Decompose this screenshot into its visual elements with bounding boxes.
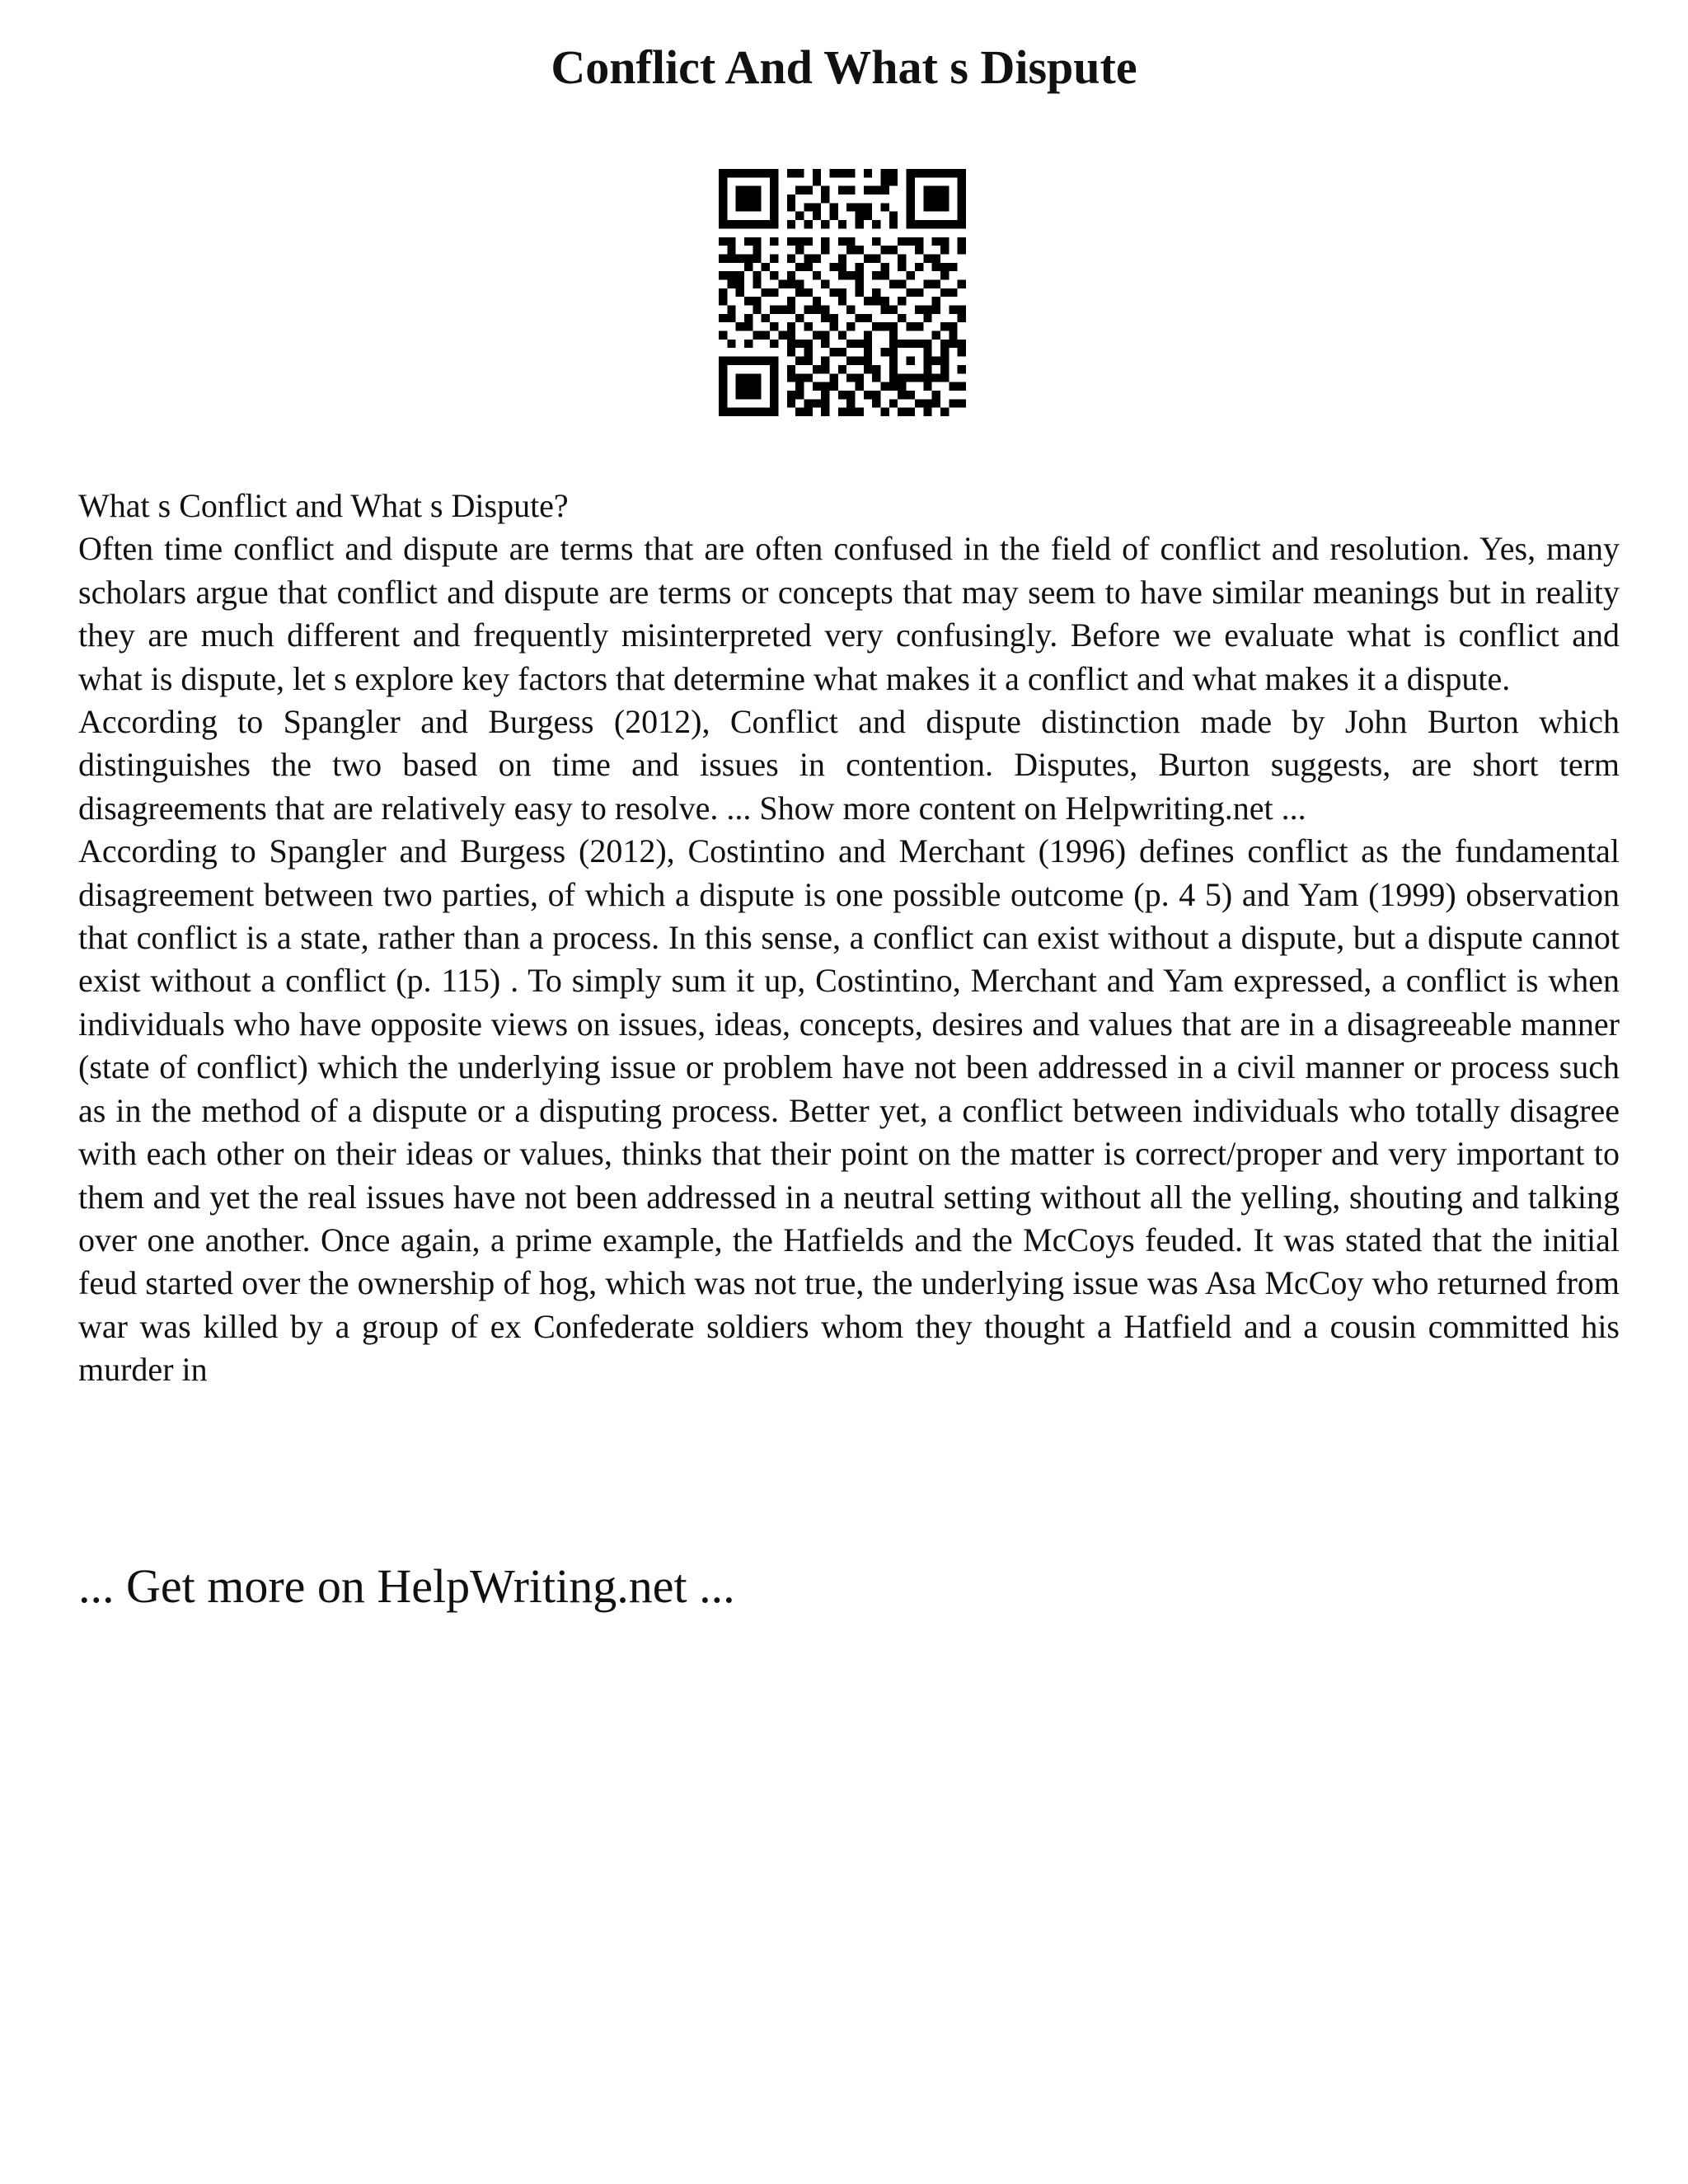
article-paragraph: According to Spangler and Burgess (2012), Costintino and Merchant (1996) defines conflict as the fundamental disagreement between two parties, of which a dispute is one possible outcome (p. 4 5) and Yam (1999) observation that conflict is a state, rather than a process. In this sense, a conflict can exist without a dispute, but a dispute cannot exist without a conflict (p. 115) . To simply sum it up, Costintino, Merchant and Yam expressed, a conflict is when individuals who have opposite views on issues, ideas, concepts, desires and values that are in a disagreeable manner (state of conflict) which the underlying issue or problem have not been addressed in a civil manner or process such as in the method of a dispute or a disputing process. Better yet, a conflict between individuals who totally disagree with each other on their ideas or values, thinks that their point on the matter is correct/proper and very important to them and yet the real issues have not been addressed in a neutral setting without all the yelling, shouting and talking over one another. Once again, a prime example, the Hatfields and the McCoys feuded. It was stated that the initial feud started over the ownership of hog, which was not true, the underlying issue was Asa McCoy who returned from war was killed by a group of ex Confederate soldiers whom they thought a Hatfield and a cousin committed his murder in bbox=[78, 832, 1620, 1389]
document-title: Conflict And What s Dispute bbox=[551, 40, 1137, 94]
article-paragraph: Often time conflict and dispute are terms that are often confused in the field of conflict and resolution. Yes, many scholars argue that conflict and dispute are terms or concepts that may seem to have similar meanings but in reality they are much different and frequently misinterpreted very confusingly. Before we evaluate what is conflict and what is dispute, let s explore key factors that determine what makes it a conflict and what makes it a dispute. bbox=[78, 530, 1620, 697]
article-body bbox=[78, 485, 1620, 1392]
qr-code-image[interactable] bbox=[719, 169, 966, 416]
get-more-link[interactable]: ... Get more on HelpWriting.net ... bbox=[78, 1559, 735, 1613]
qr-code-graphic bbox=[719, 169, 966, 416]
article-paragraph: According to Spangler and Burgess (2012), Conflict and dispute distinction made by John Burton which distinguishes the two based on time and issues in contention. Disputes, Burton suggests, are short term disagreements that are relatively easy to resolve. ... Show more content on Helpwriting.net ... bbox=[78, 703, 1620, 827]
article-heading-line: What s Conflict and What s Dispute? bbox=[78, 487, 569, 524]
